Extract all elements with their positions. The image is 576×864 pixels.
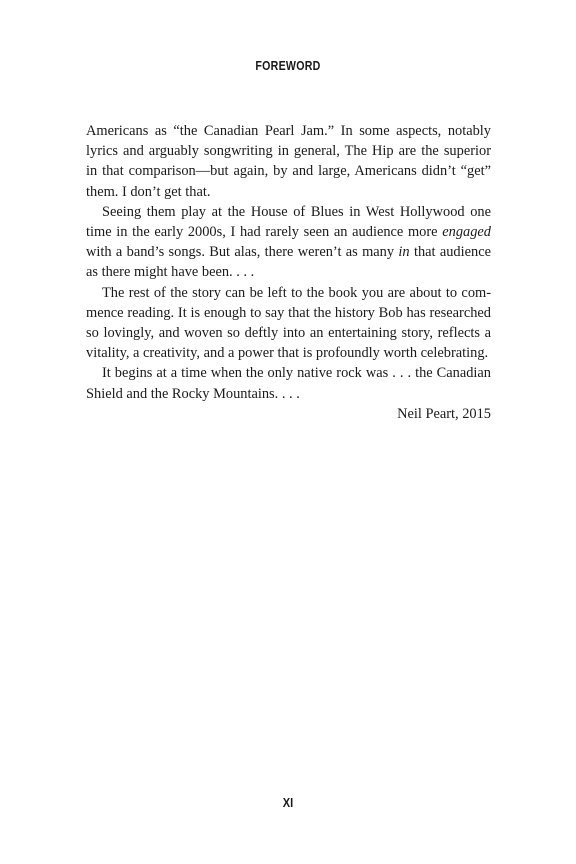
paragraph-2-text-a: Seeing them play at the House of Blues in West Hollywood one time in the early 2000s, I had rarely seen an audience more [86, 203, 491, 241]
paragraph-2 [86, 202, 491, 283]
paragraph-2-text-c: that audience as there might have been. . . . [86, 244, 491, 281]
paragraph-1 [86, 121, 491, 202]
paragraph-2-italic-engaged: engaged [442, 224, 491, 241]
running-head: FOREWORD [255, 59, 321, 73]
paragraph-2-text-b: with a band’s songs. But alas, there weren’t as many [86, 244, 399, 261]
paragraph-2-italic-in: in [398, 244, 410, 261]
paragraph-3 [86, 283, 491, 364]
signature: Neil Peart, 2015 [397, 405, 491, 422]
paragraph-4 [86, 363, 491, 403]
paragraph-3-text: The rest of the story can be left to the book you are about to commence reading. It is enough to say that the history Bob has researched so lovingly, and woven so deftly into an entertaining story, reflects a vitality, a creativity, and a power that is profoundly worth celebrating. [86, 284, 491, 362]
paragraph-4-text: It begins at a time when the only native rock was . . . the Canadian Shield and the Rocky Mountains. . . . [86, 365, 491, 402]
paragraph-1-text: Americans as “the Canadian Pearl Jam.” In some aspects, notably lyrics and arguably songwriting in general, The Hip are the superior in that comparison—but again, by and large, Americans didn’t “get” them. I don’t get that. [86, 123, 491, 200]
foreword-body [86, 121, 491, 424]
page-number: XI [282, 795, 294, 810]
